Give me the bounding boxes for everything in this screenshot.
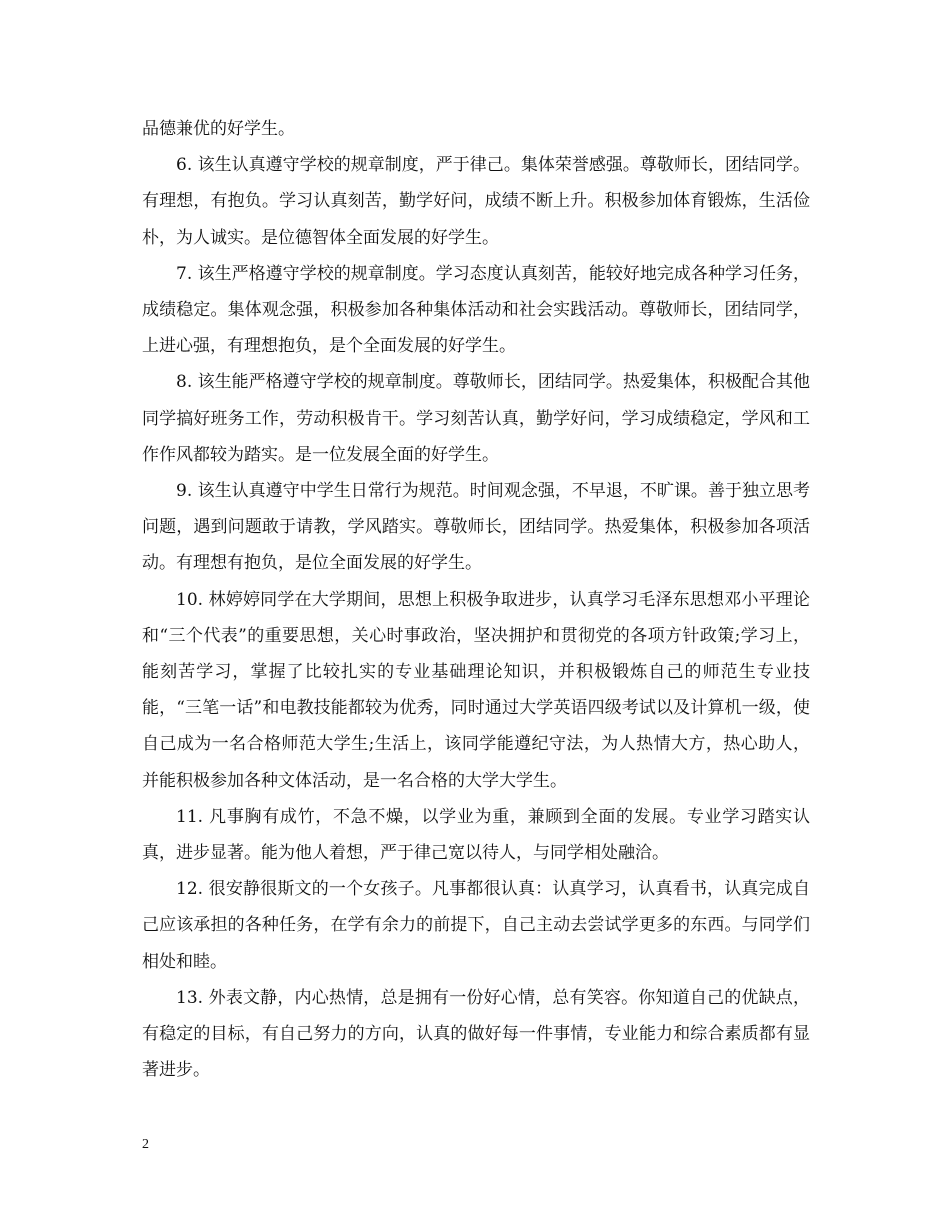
paragraph-item-12: 12. 很安静很斯文的一个女孩子。凡事都很认真：认真学习，认真看书，认真完成自己应该承担的各种任务，在学有余力的前提下，自己主动去尝试学更多的东西。与同学们相处和睦。	[142, 879, 810, 972]
paragraph-item-7: 7. 该生严格遵守学校的规章制度。学习态度认真刻苦，能较好地完成各种学习任务，成绩稳定。集体观念强，积极参加各种集体活动和社会实践活动。尊敬师长，团结同学，上进心强，有理想抱负，是个全面发展的好学生。	[142, 263, 810, 357]
page-number: 2	[142, 1137, 149, 1152]
paragraph-continuation: 品德兼优的好学生。	[142, 119, 295, 139]
paragraph-item-13: 13. 外表文静，内心热情，总是拥有一份好心情，总有笑容。你知道自己的优缺点，有稳定的目标，有自己努力的方向，认真的做好每一件事情，专业能力和综合素质都有显著进步。	[142, 987, 810, 1081]
paragraph-item-8: 8. 该生能严格遵守学校的规章制度。尊敬师长，团结同学。热爱集体，积极配合其他同学搞好班务工作，劳动积极肯干。学习刻苦认真，勤学好问，学习成绩稳定，学风和工作作风都较为踏实。是一位发展全面的好学生。	[142, 372, 810, 465]
paragraph-item-11: 11. 凡事胸有成竹，不急不燥，以学业为重，兼顾到全面的发展。专业学习踏实认真，进步显著。能为他人着想，严于律己宽以待人，与同学相处融洽。	[142, 806, 810, 864]
paragraph-item-10: 10. 林婷婷同学在大学期间，思想上积极争取进步，认真学习毛泽东思想邓小平理论和“三个代表”的重要思想，关心时事政治，坚决拥护和贯彻党的各项方针政策;学习上，能刻苦学习，掌握了比较扎实的专业基础理论知识，并积极锻炼自己的师范生专业技能，“三笔一话”和电教技能都较为优秀，同时通过大学英语四级考试以及计算机一级，使自己成为一名合格师范大学生;生活上，该同学能遵纪守法，为人热情大方，热心助人，并能积极参加各种文体活动，是一名合格的大学大学生。	[142, 589, 810, 791]
paragraph-item-6: 6. 该生认真遵守学校的规章制度，严于律己。集体荣誉感强。尊敬师长，团结同学。有理想，有抱负。学习认真刻苦，勤学好问，成绩不断上升。积极参加体育锻炼，生活俭朴，为人诚实。是位德智体全面发展的好学生。	[142, 155, 810, 248]
document-body	[142, 111, 810, 1088]
paragraph-item-9: 9. 该生认真遵守中学生日常行为规范。时间观念强，不早退，不旷课。善于独立思考问题，遇到问题敢于请教，学风踏实。尊敬师长，团结同学。热爱集体，积极参加各项活动。有理想有抱负，是位全面发展的好学生。	[142, 481, 810, 574]
